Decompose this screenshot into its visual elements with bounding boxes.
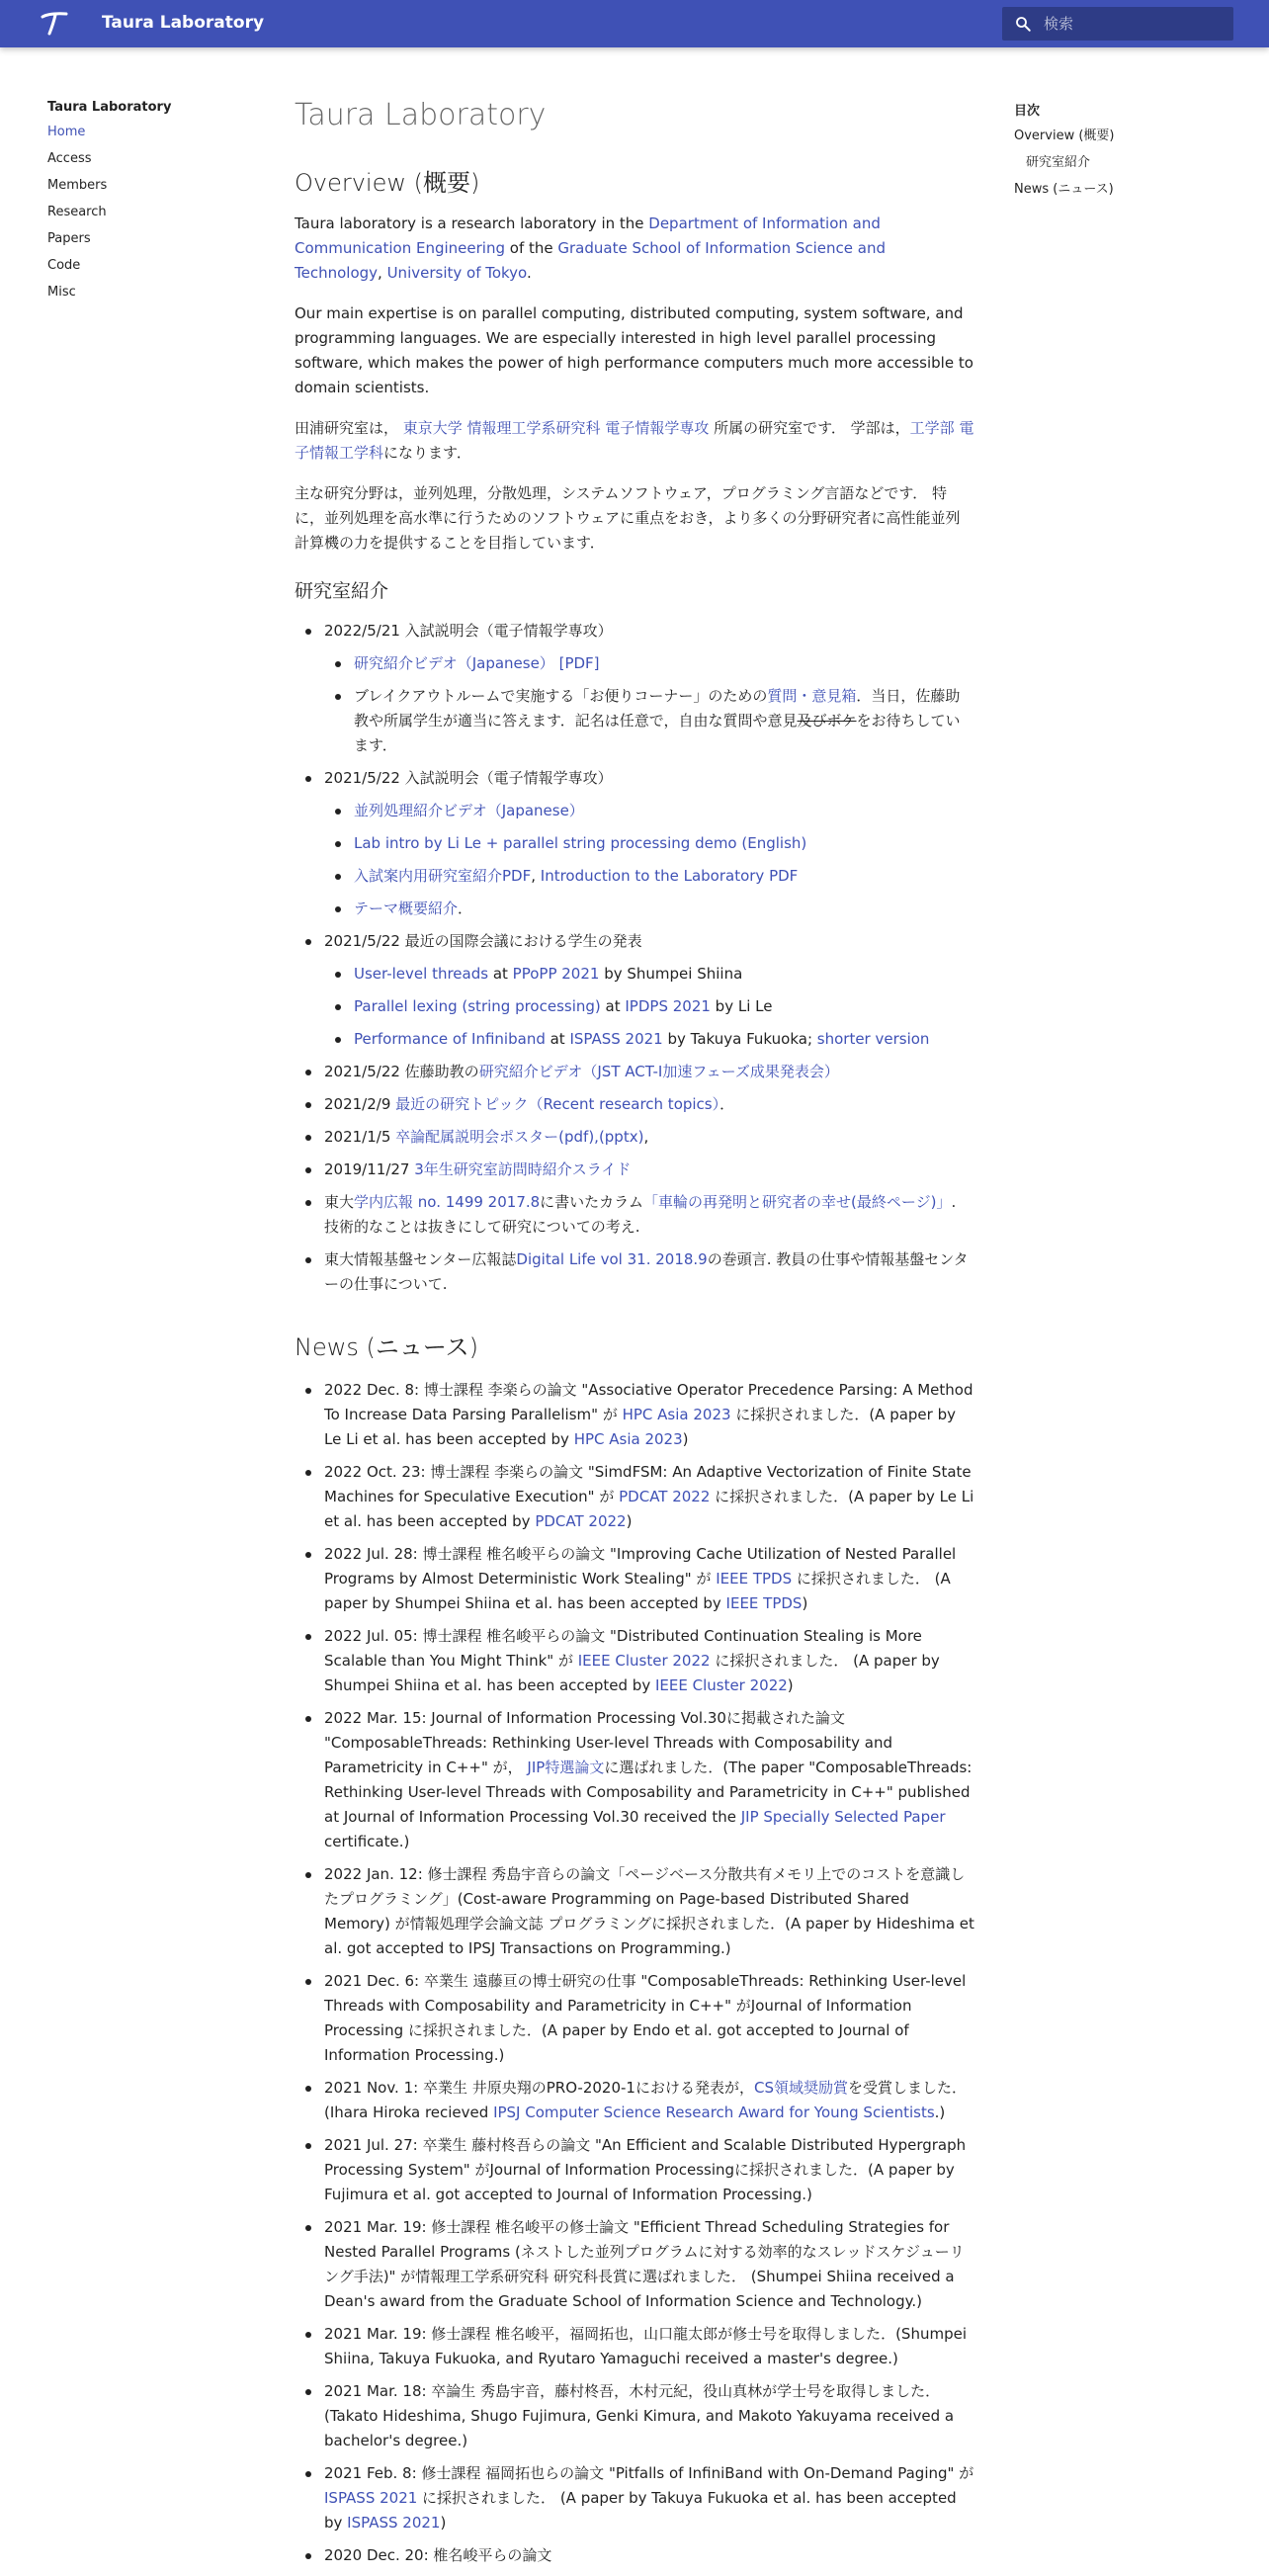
text: 東大 [324,1193,355,1211]
list-item [324,1158,974,1182]
list-item [324,929,974,1052]
list-item [354,962,974,987]
research-video-link[interactable]: 研究紹介ビデオ（JST ACT-I加速フェーズ成果発表会） [478,1063,839,1080]
text: at [488,965,513,983]
toc-item-overview[interactable]: Overview (概要) [1014,129,1115,143]
ipsj-award-link[interactable]: IPSJ Computer Science Research Award for Young Scientists [493,2104,935,2121]
jip-selected-link[interactable]: JIP特選論文 [527,1759,605,1776]
text: 2022 Dec. 8: 博士課程 李楽らの論文 "Associative Operator Precedence Parsing: A Method To Increase Data Parsing Parallelism" が [324,1381,973,1423]
cs-award-link[interactable]: CS領域奨励賞 [753,2079,848,2097]
news-item: 2021 Mar. 19: 修士課程 椎名峻平，福岡拓也，山口龍太郎が修士号を取得しました．(Shumpei Shiina, Takuya Fukuoka, and Ryutaro Yamaguchi received a master's degree.) [324,2322,974,2371]
ispass-link[interactable]: ISPASS 2021 [347,2514,441,2532]
struck-text: 及びボケ [797,712,857,730]
nav-item-access[interactable]: Access [47,151,92,166]
list-item [354,684,974,758]
cluster-link[interactable]: IEEE Cluster 2022 [654,1676,788,1694]
text: by Li Le [710,997,773,1015]
list-item [324,619,974,758]
intro-heading: 研究室紹介 [295,580,389,602]
text: 2022 Mar. 15: Journal of Information Processing Vol.30に掲載された論文 "ComposableThreads: Rethinking User-level Threads with Composability and Parametricity in C++" が， [324,1709,893,1776]
list-item [324,1125,974,1150]
infiniband-link[interactable]: Performance of Infiniband [354,1030,546,1048]
table-of-contents [1014,100,1212,208]
text: ． [458,900,473,917]
text: 2021/1/5 [324,1128,396,1146]
parallel-lexing-link[interactable]: Parallel lexing (string processing) [354,997,601,1015]
text: ) [440,2514,447,2532]
text: 所属の研究室です． 学部は， [709,419,910,437]
text: , [531,867,541,885]
news-item: 2021 Jul. 27: 卒業生 藤村柊吾らの論文 "An Efficient and Scalable Distributed Hypergraph Processing System" がJournal of Information Processingに採択されました．(A paper by Fujimura et al. got accepted to Journal of Information Processing.) [324,2133,974,2207]
text: 2021/5/22 最近の国際会議における学生の発表 [324,932,642,950]
text: 2022 Jul. 05: 博士課程 椎名峻平らの論文 "Distributed Continuation Stealing is More Scalable than You Might Think" が [324,1627,922,1670]
toc-item-news[interactable]: News (ニュース) [1014,182,1114,197]
sub-list [354,651,974,758]
text: ) [682,1430,689,1448]
left-navigation [47,100,245,310]
text: , [378,264,387,282]
text: ブレイクアウトルームで実施する「お便りコーナー」のための [354,687,768,705]
hpc-asia-link[interactable]: HPC Asia 2023 [622,1406,731,1423]
ppopp-link[interactable]: PPoPP 2021 [512,965,600,983]
visit-slides-link[interactable]: 3年生研究室訪問時紹介スライド [414,1160,632,1178]
text: 2021 Feb. 8: 修士課程 福岡拓也らの論文 "Pitfalls of InfiniBand with On-Demand Paging" が [324,2464,974,2482]
taura-logo-icon[interactable] [40,10,69,38]
lab-intro-pdf-jp-link[interactable]: 入試案内用研究室紹介PDF [354,867,532,885]
text: になります． [383,444,471,462]
list-item [324,1092,974,1117]
ipdps-link[interactable]: IPDPS 2021 [625,997,711,1015]
news-item [324,1460,974,1534]
text: に採択されました．(A paper by Le Li et al. has been accepted by [324,1406,956,1448]
list-item [354,1027,974,1052]
text: 2019/11/27 [324,1160,415,1178]
shorter-version-link[interactable]: shorter version [816,1030,930,1048]
text: ) [626,1512,633,1530]
text: , [643,1128,649,1146]
list-item [354,799,974,823]
news-heading: News (ニュース) [295,1333,479,1361]
text: certificate.) [324,1833,410,1850]
hpc-asia-link[interactable]: HPC Asia 2023 [573,1430,683,1448]
nav-item-papers[interactable]: Papers [47,231,91,246]
news-item: 2021 Mar. 18: 卒論生 秀島宇音，藤村柊吾，木村元紀，役山真林が学士号を取得しました．(Takato Hideshima, Shugo Fujimura, Genki Kimura, and Makoto Yakuyama received a bachelor's degree.) [324,2379,974,2453]
list-item [324,766,974,921]
text: by Shumpei Shiina [599,965,743,983]
search-input[interactable] [1044,12,1222,36]
top-header [0,0,1269,47]
nav-item-misc[interactable]: Misc [47,285,76,300]
cluster-link[interactable]: IEEE Cluster 2022 [577,1652,711,1670]
news-item [324,1624,974,1698]
list-item [324,1247,974,1297]
text: に採択されました． (A paper by Shumpei Shiina et al. has been accepted by [324,1570,951,1612]
page-title: Taura Laboratory [295,98,547,132]
text: の巻頭言. 教員の仕事や情報基盤センターの仕事について. [324,1250,969,1293]
nav-item-members[interactable]: Members [47,178,108,193]
search-icon [1014,15,1032,33]
list-item [354,651,974,676]
recent-topics-link[interactable]: 最近の研究トピック（Recent research topics） [395,1095,720,1113]
nav-title[interactable]: Taura Laboratory [47,100,172,115]
text: by Takuya Fukuoka; [662,1030,817,1048]
pdf-link[interactable]: [PDF] [558,654,600,672]
overview-paragraph-2: Our main expertise is on parallel computing, distributed computing, system software, and programming languages. We are especially interested in high level parallel processing software, which makes the power of high performance computers much more accessible to domain scientists. [295,304,973,396]
lab-intro-demo-link[interactable]: Lab intro by Li Le + parallel string processing demo (English) [354,834,807,852]
news-item: 2021 Dec. 6: 卒業生 遠藤亘の博士研究の仕事 "ComposableThreads: Rethinking User-level Threads with Composability and Parametricity in C++" がJournal of Information Processing に採択されました．(A paper by Endo et al. got accepted to Journal of Information Processing.) [324,1969,974,2068]
text: 2021/2/9 [324,1095,396,1113]
lab-intro-pdf-en-link[interactable]: Introduction to the Laboratory PDF [540,867,799,885]
pdcat-link[interactable]: PDCAT 2022 [619,1488,711,1505]
ispass-link[interactable]: ISPASS 2021 [569,1030,663,1048]
campus-news-link[interactable]: 学内広報 no. 1499 2017.8 [354,1193,541,1211]
toc-item-intro[interactable]: 研究室紹介 [1026,155,1091,170]
column-link[interactable]: 「車輪の再発明と研究者の幸せ(最終ページ)」 [643,1193,952,1211]
nav-item-home[interactable]: Home [47,125,86,139]
text: 2021/5/22 佐藤助教の [324,1063,479,1080]
text: ) [802,1594,808,1612]
text: 東大情報基盤センター広報誌 [324,1250,517,1268]
overview-paragraph-1 [295,212,974,286]
news-item [324,2076,974,2125]
text: に採択されました．(A paper by Le Li et al. has been accepted by [324,1488,974,1530]
text: 2022/5/21 入試説明会（電子情報学専攻） [324,622,613,640]
university-link[interactable]: University of Tokyo [386,264,527,282]
text: at [545,1030,570,1048]
overview-heading: Overview (概要) [295,169,480,197]
sub-list [354,799,974,921]
text: ) [787,1676,794,1694]
text: at [600,997,626,1015]
text: Taura laboratory is a research laboratory in the [295,215,649,232]
tpds-link[interactable]: IEEE TPDS [716,1570,793,1588]
news-item [324,1378,974,1452]
text: に採択されました． (A paper by Takuya Fukuoka et al. has been accepted by [324,2489,957,2532]
digital-life-link[interactable]: Digital Life vol 31. 2018.9 [516,1250,708,1268]
text: を受賞しました．(Ihara Hiroka recieved [324,2079,967,2121]
nav-item-research[interactable]: Research [47,205,107,219]
list-item [354,864,974,889]
main-content [295,95,974,2576]
text: 2022 Oct. 23: 博士課程 李楽らの論文 "SimdFSM: An Adaptive Vectorization of Finite State Machines for Speculative Execution" が [324,1463,972,1505]
overview-paragraph-4: 主な研究分野は，並列処理，分散処理，システムソフトウェア，プログラミング言語などです． 特に，並列処理を高水準に行うためのソフトウェアに重点をおき，より多くの分野研究者に高性能並列計算機の力を提供することを目指しています． [295,484,961,552]
text: ． [719,1095,735,1113]
text: をお待ちしています． [354,712,961,754]
text: に書いたカラム [540,1193,644,1211]
graduate-school-link[interactable]: Graduate School of Information Science and Technology [295,239,886,282]
text: に選ばれました．(The paper "ComposableThreads: Rethinking User-level Threads with Composability and Parametricity in C++" published at Journal of Information Processing Vol.30 received the [324,1759,973,1826]
news-list [324,1378,974,2568]
site-title[interactable]: Taura Laboratory [102,13,265,33]
search-box[interactable] [1002,7,1233,41]
dept-link[interactable]: Department of Information and Communication Engineering [295,215,881,257]
theme-overview-link[interactable]: テーマ概要紹介 [354,900,459,917]
text: of the [505,239,558,257]
overview-paragraph-3 [295,416,974,466]
tpds-link[interactable]: IEEE TPDS [725,1594,803,1612]
toc-title: 目次 [1014,104,1041,119]
sub-list [354,962,974,1052]
list-item [354,897,974,921]
jip-selected-paper-link[interactable]: JIP Specially Selected Paper [740,1808,946,1826]
text: . 技術的なことは抜きにして研究についての考え. [324,1193,957,1236]
text: 2021 Nov. 1: 卒業生 井原央翔のPRO-2020-1における発表が， [324,2079,754,2097]
news-item [324,1706,974,1854]
intro-video-link[interactable]: 研究紹介ビデオ（Japanese） [354,654,554,672]
parallel-video-link[interactable]: 並列処理紹介ビデオ（Japanese） [354,802,584,819]
list-item [324,1060,974,1084]
text: .) [934,2104,946,2121]
dept-jp-link[interactable]: 東京大学 情報理工学系研究科 電子情報学専攻 [402,419,710,437]
intro-list [324,619,974,1297]
pdcat-link[interactable]: PDCAT 2022 [535,1512,627,1530]
list-item [354,831,974,856]
news-item [324,2461,974,2535]
news-item: 2021 Mar. 19: 修士課程 椎名峻平の修士論文 "Efficient Thread Scheduling Strategies for Nested Parallel Programs (ネストした並列プログラムに対する効率的なスレッドスケジューリング手法)" が情報理工学系研究科 研究科長賞に選ばれました． (Shumpei Shiina received a Dean's award from the Graduate School of Information Science and Technology.) [324,2215,974,2314]
news-item [324,1542,974,1616]
text: ．当日，佐藤助教や所属学生が適当に答えます．記名は任意で，自由な質問や意見 [354,687,961,730]
news-item: 2022 Jan. 12: 修士課程 秀島宇音らの論文「ページベース分散共有メモリ上でのコストを意識したプログラミング」(Cost-aware Programming on Page-based Distributed Shared Memory) が情報処理学会論文誌 プログラミングに採択されました．(A paper by Hideshima et al. got accepted to IPSJ Transactions on Programming.) [324,1862,974,1961]
text: . [526,264,532,282]
user-level-threads-link[interactable]: User-level threads [354,965,489,983]
text: 田浦研究室は， [295,419,403,437]
list-item [354,994,974,1019]
nav-item-code[interactable]: Code [47,258,81,273]
poster-link[interactable]: 卒論配属説明会ポスター(pdf),(pptx) [395,1128,644,1146]
text: 2022 Jul. 28: 博士課程 椎名峻平らの論文 "Improving Cache Utilization of Nested Parallel Programs by Almost Deterministic Work Stealing" が [324,1545,957,1588]
list-item [324,1190,974,1240]
question-box-link[interactable]: 質問・意見箱 [767,687,857,705]
text: に採択されました． (A paper by Shumpei Shiina et al. has been accepted by [324,1652,940,1694]
text: 2021/5/22 入試説明会（電子情報学専攻） [324,769,613,787]
ispass-link[interactable]: ISPASS 2021 [324,2489,418,2507]
news-item: 2020 Dec. 20: 椎名峻平らの論文 [324,2543,974,2568]
undergrad-dept-link[interactable]: 工学部 電子情報工学科 [295,419,974,462]
